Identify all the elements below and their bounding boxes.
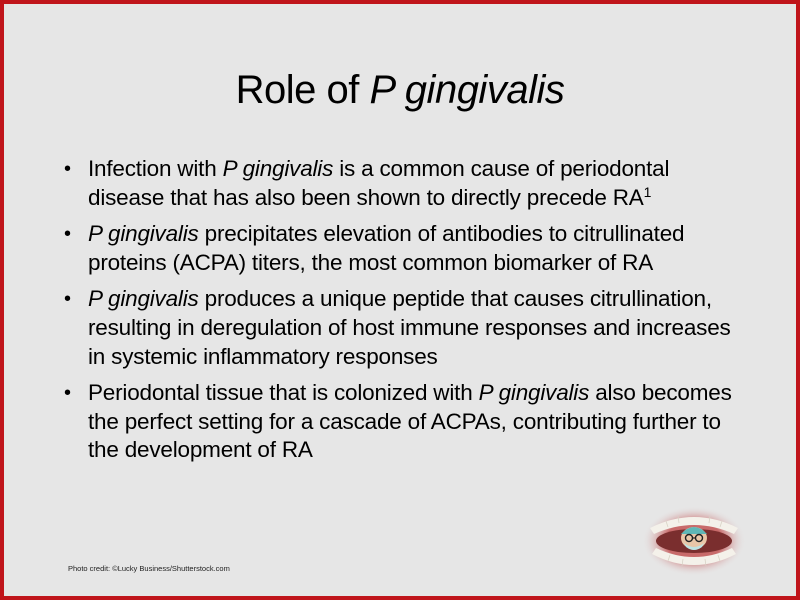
bullet-dot-icon: • — [64, 223, 71, 246]
title-italic: P gingivalis — [369, 68, 565, 112]
bullet-text: produces a unique peptide that causes citrullination, resulting in deregulation of host immune responses and increases in systemic inflammatory responses — [88, 286, 731, 369]
bullet-text: Infection with — [88, 156, 223, 181]
dental-patient-photo — [642, 506, 746, 576]
bullet-item — [62, 379, 742, 465]
bullet-item — [62, 220, 742, 277]
bullet-italic-text: P gingivalis — [222, 156, 334, 181]
bullet-text: Periodontal tissue that is colonized with — [88, 380, 479, 406]
photo-credit: Photo credit: ©Lucky Business/Shutterstock.com — [68, 564, 230, 573]
bullet-text: also becomes the perfect setting for a cascade of ACPAs, contributing further to the development of RA — [88, 380, 732, 463]
bullet-list — [62, 155, 742, 473]
bullet-item — [62, 285, 742, 371]
bullet-item — [62, 155, 742, 212]
bullet-dot-icon: • — [64, 288, 71, 311]
dental-patient-icon — [642, 506, 746, 576]
bullet-text: precipitates elevation of antibodies to citrullinated proteins (ACPA) titers, the most common biomarker of RA — [88, 221, 685, 275]
footnote-marker: 1 — [643, 183, 652, 200]
bullet-dot-icon: • — [64, 158, 71, 180]
bullet-dot-icon: • — [64, 382, 71, 405]
bullet-italic-text: P gingivalis — [88, 221, 199, 247]
bullet-text: is a common cause of periodontal disease that has also been shown to directly precede RA — [88, 156, 670, 210]
title-prefix: Role of — [235, 68, 370, 112]
slide-title — [4, 66, 796, 114]
bullet-italic-text: P gingivalis — [88, 286, 199, 312]
bullet-italic-text: P gingivalis — [478, 380, 590, 406]
